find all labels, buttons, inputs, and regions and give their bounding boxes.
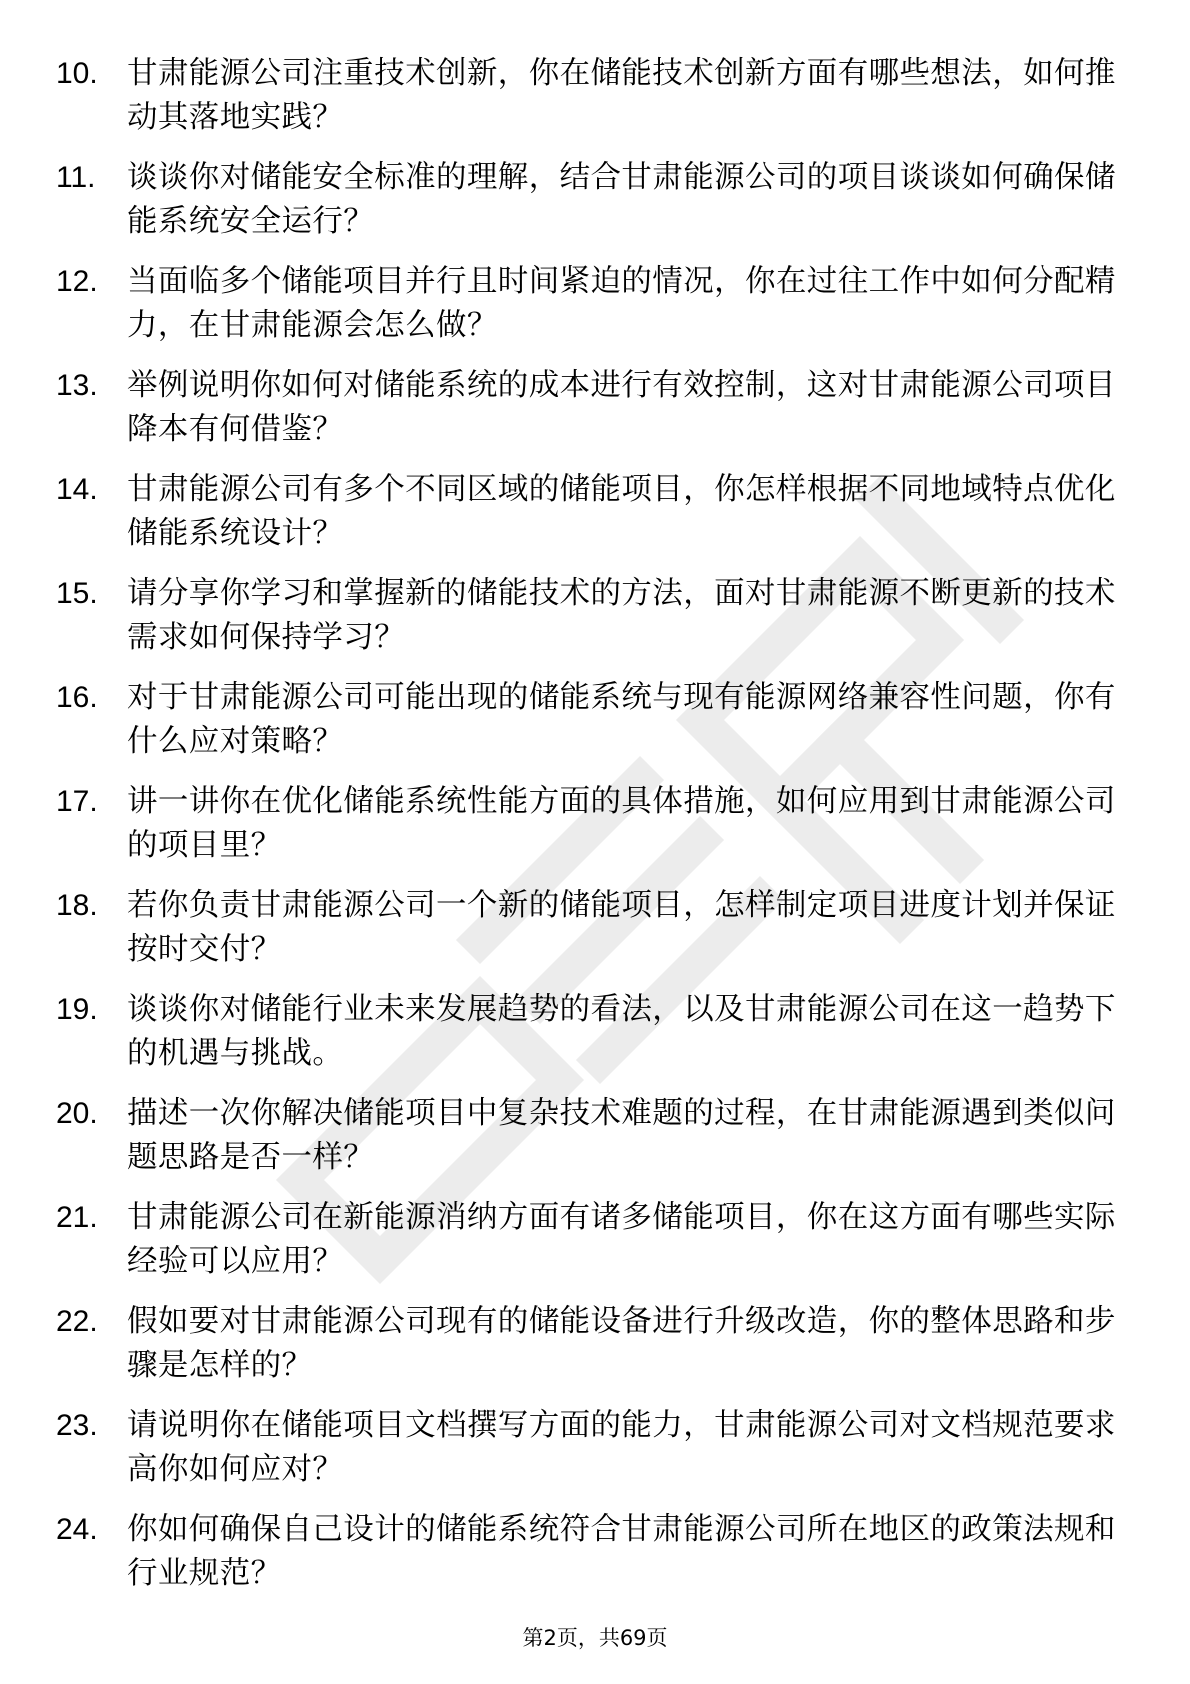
- question-text: 甘肃能源公司在新能源消纳方面有诸多储能项目，你在这方面有哪些实际经验可以应用？: [127, 1200, 1116, 1279]
- question-text: 举例说明你如何对储能系统的成本进行有效控制，这对甘肃能源公司项目降本有何借鉴？: [127, 368, 1116, 447]
- question-number: 24.: [56, 1513, 98, 1546]
- question-item: [56, 780, 1136, 884]
- question-number: 14.: [56, 473, 98, 506]
- question-item: [56, 676, 1136, 780]
- question-text: 请分享你学习和掌握新的储能技术的方法，面对甘肃能源不断更新的技术需求如何保持学习？: [127, 576, 1116, 655]
- question-text: 假如要对甘肃能源公司现有的储能设备进行升级改造，你的整体思路和步骤是怎样的？: [127, 1304, 1116, 1383]
- question-item: [56, 1404, 1136, 1508]
- question-number: 11.: [56, 161, 96, 194]
- question-list: [56, 52, 1136, 1612]
- question-number: 15.: [56, 577, 98, 610]
- question-text: 当面临多个储能项目并行且时间紧迫的情况，你在过往工作中如何分配精力，在甘肃能源会怎么做？: [127, 264, 1116, 343]
- question-text: 讲一讲你在优化储能系统性能方面的具体措施，如何应用到甘肃能源公司的项目里？: [127, 784, 1116, 863]
- question-text: 甘肃能源公司注重技术创新，你在储能技术创新方面有哪些想法，如何推动其落地实践？: [127, 56, 1116, 135]
- question-text: 描述一次你解决储能项目中复杂技术难题的过程，在甘肃能源遇到类似问题思路是否一样？: [127, 1096, 1116, 1175]
- question-text: 若你负责甘肃能源公司一个新的储能项目，怎样制定项目进度计划并保证按时交付？: [127, 888, 1116, 967]
- question-number: 13.: [56, 369, 98, 402]
- question-number: 18.: [56, 889, 98, 922]
- question-number: 16.: [56, 681, 98, 714]
- question-number: 20.: [56, 1097, 98, 1130]
- question-number: 12.: [56, 265, 98, 298]
- question-number: 19.: [56, 993, 98, 1026]
- question-item: [56, 364, 1136, 468]
- question-number: 10.: [56, 57, 98, 90]
- question-item: [56, 156, 1136, 260]
- page-footer: [0, 1624, 1190, 1652]
- question-item: [56, 1092, 1136, 1196]
- question-item: [56, 988, 1136, 1092]
- page-number-label: 第2页，共69页: [522, 1626, 668, 1650]
- question-item: [56, 260, 1136, 364]
- question-text: 你如何确保自己设计的储能系统符合甘肃能源公司所在地区的政策法规和行业规范？: [127, 1512, 1116, 1591]
- question-item: [56, 884, 1136, 988]
- question-item: [56, 1300, 1136, 1404]
- question-number: 21.: [56, 1201, 98, 1234]
- question-item: [56, 1196, 1136, 1300]
- question-text: 请说明你在储能项目文档撰写方面的能力，甘肃能源公司对文档规范要求高你如何应对？: [127, 1408, 1116, 1487]
- question-text: 对于甘肃能源公司可能出现的储能系统与现有能源网络兼容性问题，你有什么应对策略？: [127, 680, 1116, 759]
- question-text: 甘肃能源公司有多个不同区域的储能项目，你怎样根据不同地域特点优化储能系统设计？: [127, 472, 1116, 551]
- question-number: 23.: [56, 1409, 98, 1442]
- question-item: [56, 468, 1136, 572]
- question-text: 谈谈你对储能安全标准的理解，结合甘肃能源公司的项目谈谈如何确保储能系统安全运行？: [127, 160, 1116, 239]
- question-number: 22.: [56, 1305, 98, 1338]
- question-item: [56, 572, 1136, 676]
- question-item: [56, 1508, 1136, 1612]
- question-number: 17.: [56, 785, 98, 818]
- question-item: [56, 52, 1136, 156]
- question-text: 谈谈你对储能行业未来发展趋势的看法，以及甘肃能源公司在这一趋势下的机遇与挑战。: [127, 992, 1116, 1071]
